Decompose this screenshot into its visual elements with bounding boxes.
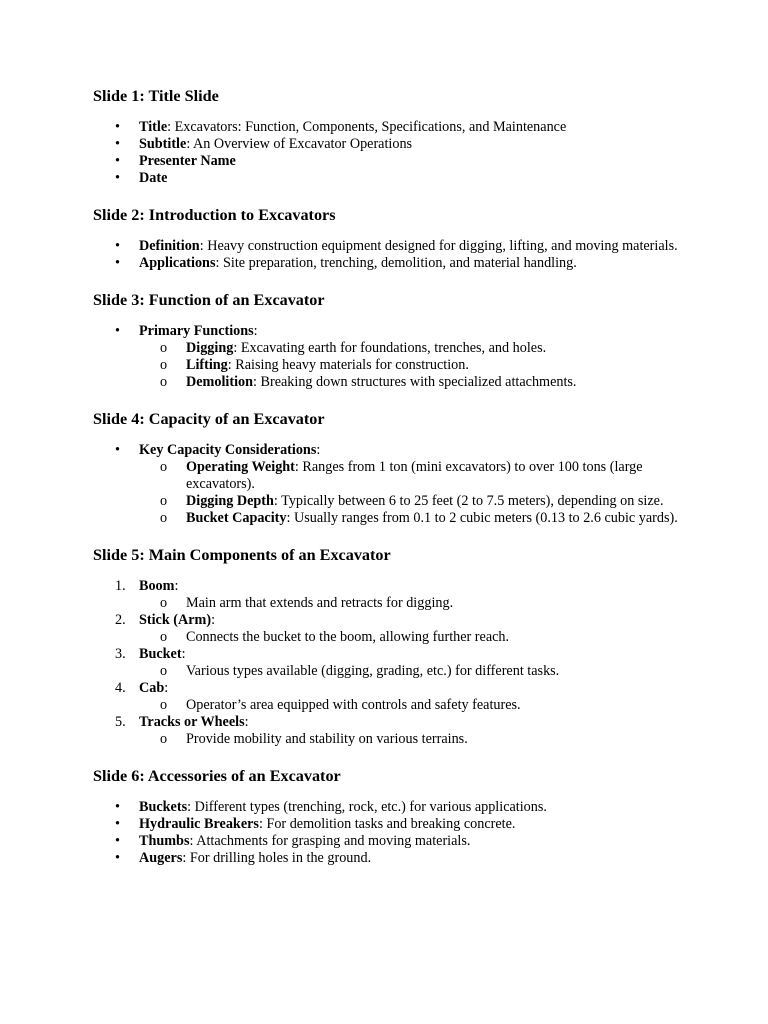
slide-section <box>93 84 693 187</box>
list-item <box>93 799 693 816</box>
slide-heading: Slide 3: Function of an Excavator <box>93 291 325 309</box>
item-term: Primary Functions <box>139 323 254 339</box>
bullet-list <box>93 323 693 391</box>
sub-list-item <box>139 663 693 680</box>
item-term: Bucket <box>139 646 182 662</box>
list-item <box>93 850 693 867</box>
item-text: Excavators: Function, Components, Specifications, and Maintenance <box>174 119 567 135</box>
list-item <box>93 255 693 272</box>
bullet-icon: • <box>115 170 120 186</box>
sub-list-item <box>139 595 693 612</box>
sub-item-separator: : <box>294 459 303 475</box>
slide-heading: Slide 6: Accessories of an Excavator <box>93 767 341 785</box>
circle-bullet-icon: o <box>160 510 168 526</box>
item-text: An Overview of Excavator Operations <box>193 136 413 152</box>
slide-section <box>93 764 693 867</box>
list-item <box>93 170 693 187</box>
circle-bullet-icon: o <box>160 595 168 611</box>
item-separator: : <box>167 119 175 135</box>
item-separator: : <box>186 136 194 152</box>
list-item-content <box>139 680 168 696</box>
item-separator: : <box>182 850 190 866</box>
list-item-content <box>139 136 412 152</box>
item-term: Key Capacity Considerations <box>139 442 317 458</box>
sub-item-text: Provide mobility and stability on various terrains. <box>186 731 468 747</box>
sub-item-term: Bucket Capacity <box>186 510 287 526</box>
sub-list-item <box>139 357 693 374</box>
list-item-content <box>139 442 320 458</box>
bullet-list <box>93 442 693 527</box>
item-separator: : <box>174 578 179 594</box>
sub-list-item <box>139 340 693 357</box>
item-text: Different types (trenching, rock, etc.) for various applications. <box>194 799 547 815</box>
list-number: 3. <box>115 646 126 662</box>
item-term: Date <box>139 170 168 186</box>
list-item-content <box>139 799 547 815</box>
list-item <box>93 323 693 391</box>
sub-list-item <box>139 493 693 510</box>
sub-list-item <box>139 731 693 748</box>
sub-list <box>139 595 693 612</box>
bullet-icon: • <box>115 119 120 135</box>
slide-heading: Slide 4: Capacity of an Excavator <box>93 410 325 428</box>
sub-item-separator: : <box>253 374 261 390</box>
item-separator: : <box>258 816 267 832</box>
item-separator: : <box>316 442 321 458</box>
bullet-icon: • <box>115 816 120 832</box>
sub-item-term: Digging <box>186 340 234 356</box>
list-item-content <box>139 646 186 662</box>
list-item <box>93 153 693 170</box>
item-separator: : <box>244 714 249 730</box>
sub-item-separator: : <box>227 357 236 373</box>
circle-bullet-icon: o <box>160 374 168 390</box>
sub-item-text: Usually ranges from 0.1 to 2 cubic meters (0.13 to 2.6 cubic yards). <box>294 510 678 526</box>
sub-list-item <box>139 697 693 714</box>
sub-list <box>139 459 693 527</box>
bullet-icon: • <box>115 153 120 169</box>
list-item-content <box>139 119 566 135</box>
item-separator: : <box>215 255 223 271</box>
list-item <box>93 680 693 714</box>
sub-item-separator: : <box>273 493 282 509</box>
sub-item-separator: : <box>286 510 294 526</box>
list-item <box>93 833 693 850</box>
item-text: Site preparation, trenching, demolition, and material handling. <box>222 255 577 271</box>
item-separator: : <box>187 799 195 815</box>
item-text: Attachments for grasping and moving materials. <box>196 833 471 849</box>
sub-list-item <box>139 374 693 391</box>
bullet-icon: • <box>115 850 120 866</box>
circle-bullet-icon: o <box>160 357 168 373</box>
bullet-icon: • <box>115 323 120 339</box>
list-item <box>93 578 693 612</box>
list-item <box>93 238 693 255</box>
sub-item-text: Excavating earth for foundations, trenches, and holes. <box>240 340 547 356</box>
item-term: Thumbs <box>139 833 190 849</box>
sub-list <box>139 731 693 748</box>
item-term: Hydraulic Breakers <box>139 816 259 832</box>
sub-item-text: Operator’s area equipped with controls and safety features. <box>186 697 521 713</box>
item-separator: : <box>211 612 216 628</box>
list-item-content <box>139 323 258 339</box>
sub-item-term: Operating Weight <box>186 459 295 475</box>
item-term: Tracks or Wheels <box>139 714 245 730</box>
circle-bullet-icon: o <box>160 340 168 356</box>
sub-item-text: Raising heavy materials for construction. <box>235 357 469 373</box>
circle-bullet-icon: o <box>160 731 168 747</box>
sub-list <box>139 629 693 646</box>
circle-bullet-icon: o <box>160 459 168 475</box>
list-item-content <box>139 714 249 730</box>
sub-item-term: Lifting <box>186 357 228 373</box>
sub-item-text: Breaking down structures with specialized attachments. <box>260 374 577 390</box>
bullet-icon: • <box>115 442 120 458</box>
list-item-content <box>139 255 577 271</box>
sub-list <box>139 663 693 680</box>
slide-heading: Slide 5: Main Components of an Excavator <box>93 546 391 564</box>
sub-list-item <box>139 459 693 493</box>
item-term: Subtitle <box>139 136 187 152</box>
sub-item-separator: : <box>233 340 241 356</box>
bullet-icon: • <box>115 238 120 254</box>
slide-section <box>93 288 693 391</box>
item-separator: : <box>164 680 169 696</box>
sub-list <box>139 697 693 714</box>
circle-bullet-icon: o <box>160 663 168 679</box>
list-item-content <box>139 833 470 849</box>
item-term: Buckets <box>139 799 188 815</box>
item-text: Heavy construction equipment designed for digging, lifting, and moving materials. <box>207 238 678 254</box>
sub-list-item <box>139 629 693 646</box>
list-item-content <box>139 170 167 186</box>
circle-bullet-icon: o <box>160 629 168 645</box>
list-item-content <box>139 850 371 866</box>
item-term: Applications <box>139 255 216 271</box>
sub-item-text: Typically between 6 to 25 feet (2 to 7.5 meters), depending on size. <box>281 493 664 509</box>
bullet-list <box>93 799 693 867</box>
item-term: Augers <box>139 850 183 866</box>
list-item <box>93 816 693 833</box>
item-separator: : <box>199 238 208 254</box>
item-term: Stick (Arm) <box>139 612 212 628</box>
numbered-list <box>93 578 693 748</box>
sub-item-text: Ranges from 1 ton (mini excavators) to over 100 tons (large excavators). <box>186 459 643 492</box>
list-number: 5. <box>115 714 126 730</box>
circle-bullet-icon: o <box>160 493 168 509</box>
list-number: 1. <box>115 578 126 594</box>
slide-heading: Slide 2: Introduction to Excavators <box>93 206 336 224</box>
item-separator: : <box>189 833 197 849</box>
item-term: Title <box>139 119 168 135</box>
sub-item-text: Various types available (digging, grading, etc.) for different tasks. <box>186 663 560 679</box>
list-number: 4. <box>115 680 126 696</box>
list-number: 2. <box>115 612 126 628</box>
document-page <box>93 84 693 867</box>
list-item <box>93 646 693 680</box>
item-term: Presenter Name <box>139 153 236 169</box>
list-item <box>93 612 693 646</box>
sub-item-term: Digging Depth <box>186 493 274 509</box>
sub-item-term: Demolition <box>186 374 253 390</box>
item-text: For demolition tasks and breaking concrete. <box>266 816 516 832</box>
bullet-icon: • <box>115 799 120 815</box>
slide-section <box>93 407 693 527</box>
item-term: Boom <box>139 578 175 594</box>
item-separator: : <box>181 646 186 662</box>
slide-section <box>93 543 693 748</box>
circle-bullet-icon: o <box>160 697 168 713</box>
sub-list-item <box>139 510 693 527</box>
sub-item-text: Main arm that extends and retracts for digging. <box>186 595 454 611</box>
sub-item-text: Connects the bucket to the boom, allowing further reach. <box>186 629 510 645</box>
list-item-content <box>139 238 678 254</box>
bullet-icon: • <box>115 136 120 152</box>
bullet-icon: • <box>115 833 120 849</box>
sub-list <box>139 340 693 391</box>
list-item <box>93 442 693 527</box>
bullet-icon: • <box>115 255 120 271</box>
list-item <box>93 714 693 748</box>
item-term: Definition <box>139 238 200 254</box>
item-term: Cab <box>139 680 165 696</box>
bullet-list <box>93 238 693 272</box>
list-item-content <box>139 578 178 594</box>
list-item-content <box>139 153 236 169</box>
list-item-content <box>139 612 215 628</box>
item-text: For drilling holes in the ground. <box>189 850 372 866</box>
item-separator: : <box>253 323 258 339</box>
list-item <box>93 136 693 153</box>
list-item <box>93 119 693 136</box>
slide-section <box>93 203 693 272</box>
slide-heading: Slide 1: Title Slide <box>93 87 219 105</box>
list-item-content <box>139 816 515 832</box>
bullet-list <box>93 119 693 187</box>
